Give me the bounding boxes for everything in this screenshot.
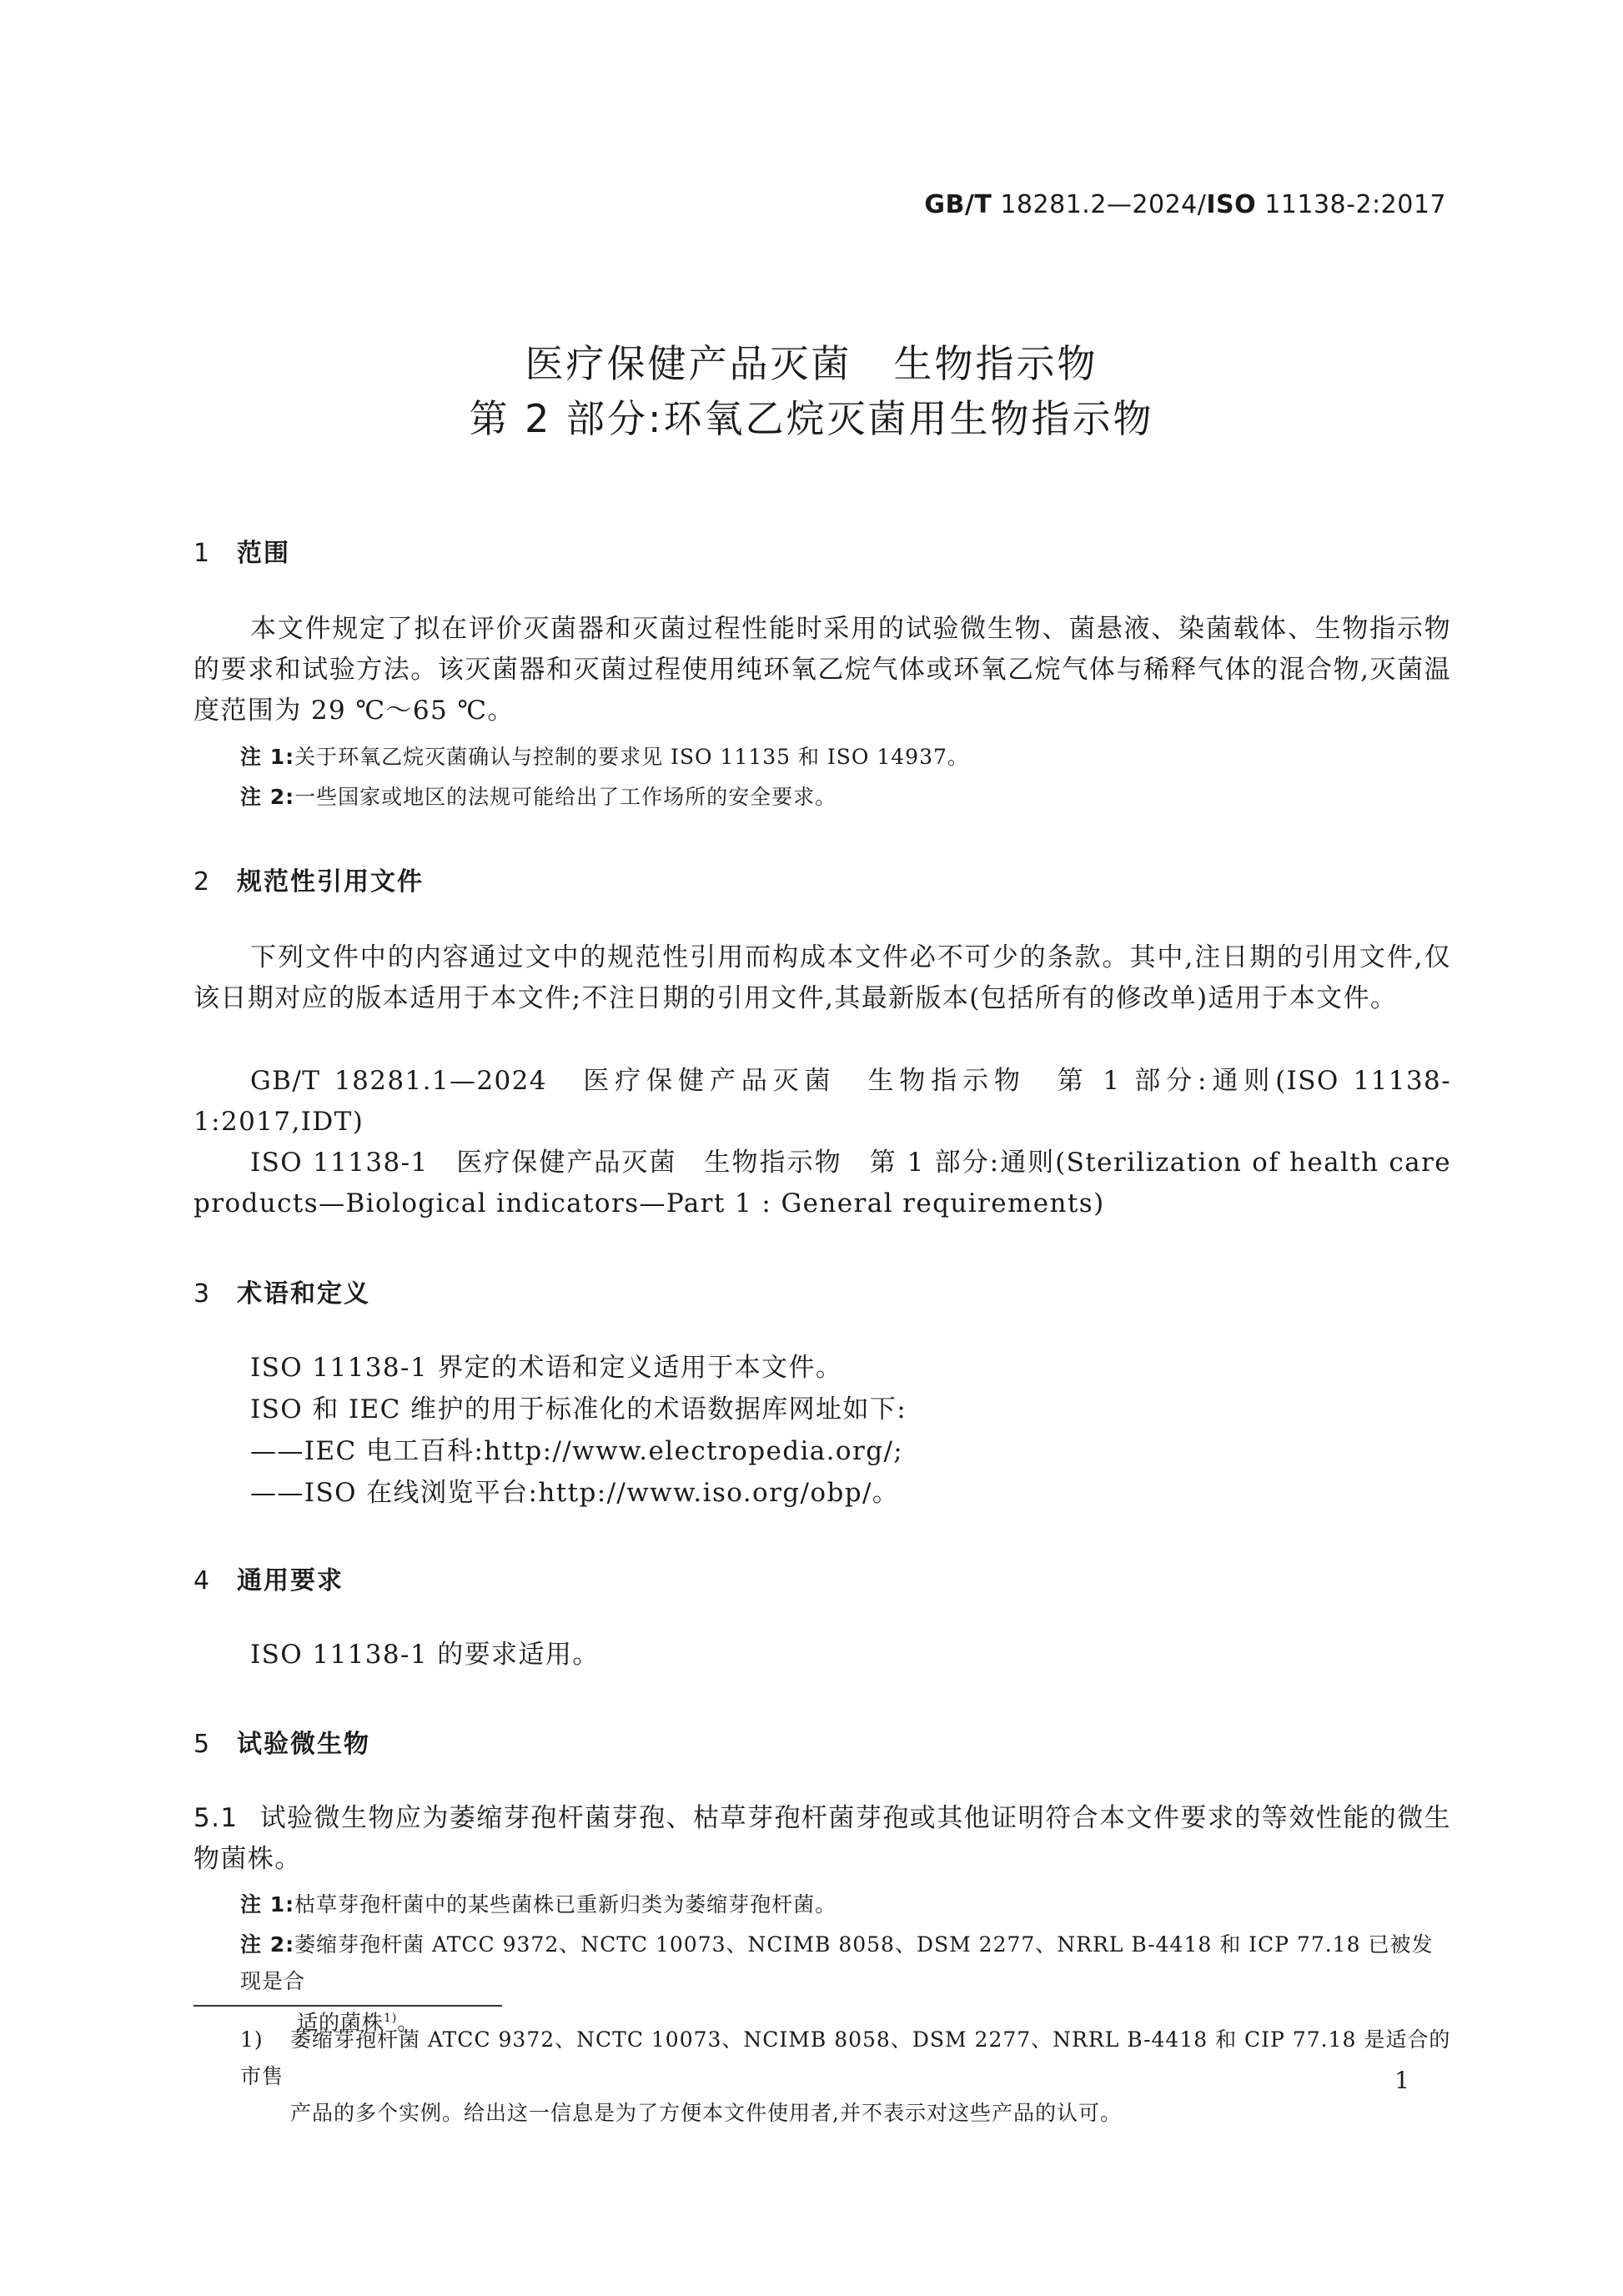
reference-2: ISO 11138-1 医疗保健产品灭菌 生物指示物 第 1 部分:通则(Sterilization of health care products—Biological indicators—Part 1 : General requirements) [193,1148,1451,1218]
note-label: 注 1: [240,745,295,769]
section-title: 试验微生物 [237,1730,370,1759]
note-text: 萎缩芽孢杆菌 ATCC 9372、NCTC 10073、NCIMB 8058、DSM 2277、NRRL B-4418 和 ICP 77.18 已被发现是合 [240,1932,1434,1993]
clause-5-1 [193,1798,1451,1880]
note-label: 注 2: [240,785,295,809]
title-part-b: 生物指示物 [893,341,1098,386]
note-label: 注 2: [240,1932,295,1957]
scope-paragraph: 本文件规定了拟在评价灭菌器和灭菌过程性能时采用的试验微生物、菌悬液、染菌载体、生物指示物的要求和试验方法。该灭菌器和灭菌过程使用纯环氧乙烷气体或环氧乙烷气体与稀释气体的混合物,灭菌温度范围为 29 ℃～65 ℃。 [193,614,1451,726]
section-title: 术语和定义 [237,1279,370,1309]
section-title: 通用要求 [237,1566,344,1595]
footnote-ref: 1) [384,2012,398,2025]
section-number: 1 [193,539,212,568]
standard-code [924,190,1446,219]
title-part-a: 医疗保健产品灭菌 [525,341,852,386]
note-2 [240,779,1451,816]
title-line-1 [0,334,1623,389]
normative-paragraph: 下列文件中的内容通过文中的规范性引用而构成本文件必不可少的条款。其中,注日期的引用文件,仅该日期对应的版本适用于本文件;不注日期的引用文件,其最新版本(包括所有的修改单)适用于本文件。 [193,942,1451,1013]
note-text: 关于环氧乙烷灭菌确认与控制的要求见 ISO 11135 和 ISO 14937。 [294,745,969,769]
reference-1: GB/T 18281.1—2024 医疗保健产品灭菌 生物指示物 第 1 部分:通则(ISO 11138-1:2017,IDT) [193,1066,1451,1137]
section-heading-4 [193,1560,344,1596]
footnote [240,2022,1451,2132]
terms-line-1: ISO 11138-1 界定的术语和定义适用于本文件。 [250,1353,843,1383]
footnote-number: 1) [240,2027,264,2052]
title-line-2: 第 2 部分:环氧乙烷灭菌用生物指示物 [469,396,1154,441]
section-title: 范围 [237,539,290,568]
note-1 [240,739,1451,776]
requirements-line: ISO 11138-1 的要求适用。 [250,1640,600,1670]
section-heading-2 [193,861,424,897]
code-prefix: GB/T [924,190,992,219]
terms-line-3: ——IEC 电工百科:http://www.electropedia.org/; [250,1436,904,1466]
code-tail: 11138-2:2017 [1264,190,1446,219]
section-heading-5 [193,1723,370,1760]
page-number: 1 [1394,2067,1409,2094]
note-text-b: 适的菌株 [297,2010,384,2035]
section-title: 规范性引用文件 [237,867,424,897]
clause-text: 试验微生物应为萎缩芽孢杆菌芽孢、枯草芽孢杆菌芽孢或其他证明符合本文件要求的等效性能的微生物菌株。 [193,1803,1451,1874]
section-heading-3 [193,1273,370,1309]
section-number: 5 [193,1730,212,1759]
terms-line-2: ISO 和 IEC 维护的用于标准化的术语数据库网址如下: [250,1394,907,1424]
code-iso: ISO [1206,190,1257,219]
section-heading-1 [193,532,290,569]
note-text: 枯草芽孢杆菌中的某些菌株已重新归类为萎缩芽孢杆菌。 [294,1892,837,1917]
section-number: 2 [193,867,212,897]
code-main: 18281.2—2024/ [1000,190,1207,219]
note-5-1 [240,1887,1451,1923]
footnote-text: 萎缩芽孢杆菌 ATCC 9372、NCTC 10073、NCIMB 8058、DSM 2277、NRRL B-4418 和 CIP 77.18 是适合的市售 [240,2027,1451,2088]
section-number: 4 [193,1566,212,1595]
note-label: 注 1: [240,1892,295,1917]
note-text: 一些国家或地区的法规可能给出了工作场所的安全要求。 [294,785,837,809]
note-end: 。 [397,2010,420,2035]
section-number: 3 [193,1279,212,1309]
footnote-rule [193,2005,502,2007]
terms-line-4: ——ISO 在线浏览平台:http://www.iso.org/obp/。 [250,1478,900,1508]
clause-number: 5.1 [193,1803,239,1833]
footnote-text-b: 产品的多个实例。给出这一信息是为了方便本文件使用者,并不表示对这些产品的认可。 [290,2101,1122,2125]
